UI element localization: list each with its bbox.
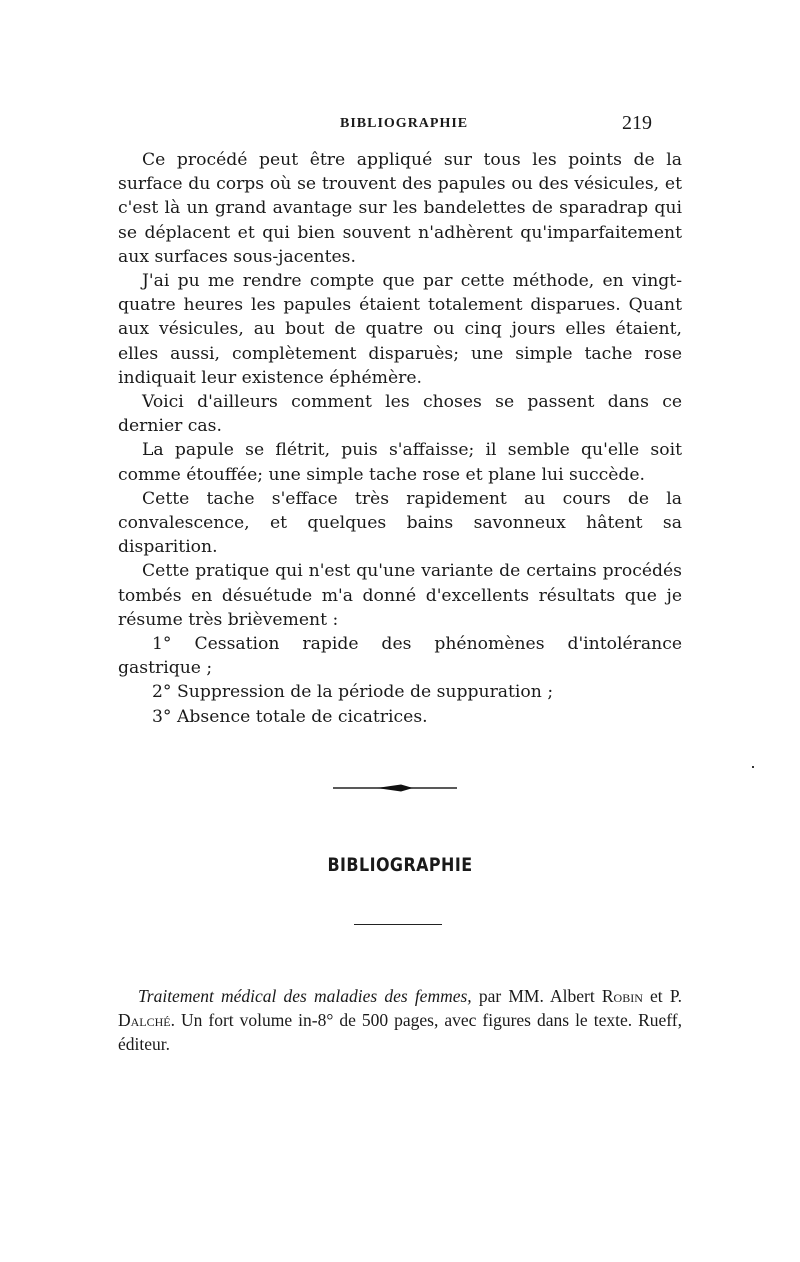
- running-title: BIBLIOGRAPHIE: [340, 116, 469, 131]
- body-text: [118, 148, 682, 729]
- paragraph: J'ai pu me rendre compte que par cette méthode, en vingt-quatre heures les papules étaient totalement disparues. Quant aux vésicules, au bout de quatre ou cinq jours elles étaient, elles aussi, complètement disparuès; une simple tache rose indiquait leur existence éphémère.: [118, 271, 682, 388]
- paragraph: Voici d'ailleurs comment les choses se passent dans ce dernier cas.: [118, 392, 682, 437]
- paragraph: Ce procédé peut être appliqué sur tous les points de la surface du corps où se trouvent des papules ou des vésicules, et c'est là un grand avantage sur les bandelettes de sparadrap qui se déplacent et qui bien souvent n'adhèrent qu'imparfaitement aux surfaces sous-jacentes.: [118, 150, 682, 267]
- bibliography-entry: [118, 984, 682, 1056]
- page-number: 219: [622, 112, 652, 134]
- running-head: [0, 112, 800, 140]
- bib-and: et P.: [642, 986, 682, 1006]
- bib-author-1: Robin: [601, 986, 643, 1006]
- section-heading: BIBLIOGRAPHIE: [327, 854, 473, 876]
- divider-rule: [354, 924, 442, 925]
- ornament-divider-icon: [333, 778, 457, 798]
- paragraph: La papule se flétrit, puis s'affaisse; il semble qu'elle soit comme étouffée; une simple tache rose et plane lui succède.: [118, 440, 682, 485]
- bib-by: par MM. Albert: [471, 986, 602, 1006]
- paragraph: Cette pratique qui n'est qu'une variante de certains procédés tombés en désuétude m'a donné d'excellents résultats que je résume très brièvement :: [118, 561, 682, 630]
- paragraph: Cette tache s'efface très rapidement au cours de la convalescence, et quelques bains savonneux hâtent sa disparition.: [118, 488, 682, 558]
- bib-title: Traitement médical des maladies des femmes,: [138, 986, 472, 1006]
- list-item: 3° Absence totale de cicatrices.: [152, 706, 428, 727]
- print-speck: [752, 766, 754, 768]
- bib-details: . Un fort volume in-8° de 500 pages, avec figures dans le texte. Rueff, éditeur.: [118, 1010, 682, 1054]
- list-item: 2° Suppression de la période de suppuration ;: [152, 682, 554, 703]
- bib-author-2: Dalché: [118, 1010, 171, 1030]
- list-item: 1° Cessation rapide des phénomènes d'intolérance gastrique ;: [118, 634, 682, 679]
